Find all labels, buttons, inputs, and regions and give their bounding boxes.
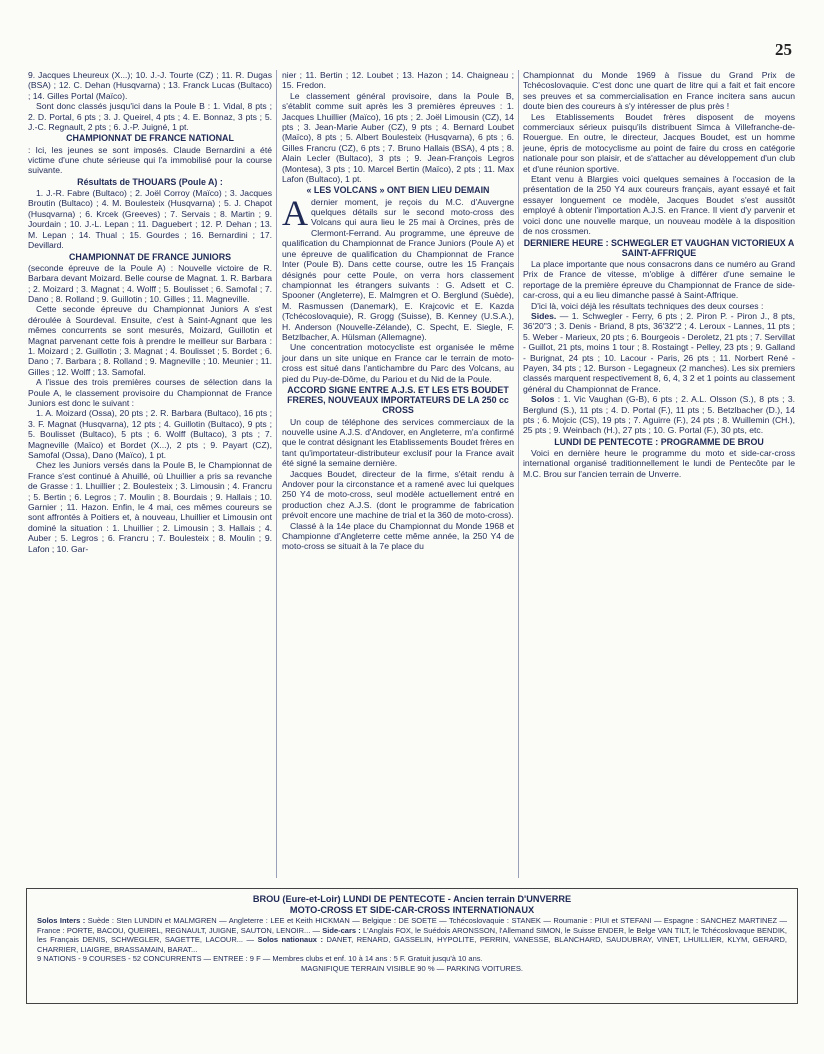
paragraph-text: : 1. Vic Vaughan (G-B), 6 pts ; 2. A.L. Olsson (S.), 8 pts ; 3. Berglund (S.), 11 pts ; 4. D. Portal (F.), 11 pts ; 5. Betzlbacher (D.), 14 pts ; 6. Mojcic (CS), 19 pts ; 7. Aguirre (F.), 24 pts ; 8. Wuillemin (CH.), 25 pts ; 9. Weinbach (H.), 27 pts ; 10. G. Portal (F.), 30 pts, etc. [523,394,795,436]
section-heading: ACCORD SIGNE ENTRE A.J.S. ET LES ETS BOUDET FRERES, NOUVEAUX IMPORTATEURS DE LA 250 cc CROSS [287,384,509,416]
paragraph: Classé à la 14e place du Championnat du Monde 1968 et Championne d'Angleterre cette même année, la 250 Y4 de moto-cross se situait à la 7e place du [282,520,514,552]
paragraph: Le classement général provisoire, dans la Poule B, s'établit comme suit après les 3 premières épreuves : 1. Jacques Lhuillier (Maïco), 16 pts ; 2. Joël Limousin (CZ), 14 pts ; 3. Jean-Marie Auber (CZ), 9 pts ; 4. Bernard Loubet (Maïco), 8 pts ; 5. Albert Boulesteix (Husqvarna), 6 pts ; 6. Gilles Francru (CZ), 6 pts ; 7. Bruno Hallais (BSA), 4 pts ; 8. Alain Lecler (Bultaco), 3 pts ; 9. Jean-François Legros (Montesa), 3 pts ; 10. Marcel Bertin (Maïco), 2 pts ; 11. Max Lafon (Bultaco), 1 pt. [282,90,514,185]
paragraph: Sont donc classés jusqu'ici dans la Poule B : 1. Vidal, 8 pts ; 2. D. Portal, 6 pts ; 3. J. Queirel, 4 pts ; 4. E. Bonnaz, 3 pts ; 5. J.-C. Regnault, 2 pts ; 6. J.-P. Juigné, 1 pt. [28,101,272,133]
ad-title: BROU (Eure-et-Loir) LUNDI DE PENTECOTE - Ancien terrain D'UNVERRE [252,894,572,904]
paragraph: Championnat du Monde 1969 à l'issue du Grand Prix de Tchécoslovaquie. C'est donc une quart de litre qui a fait et fait encore ses preuves et sa commercialisation en France incitera sans aucun doute bien des coureurs à s'y intéresser de plus près ! [523,70,795,112]
run-in-label: Sides. [531,310,557,321]
paragraph: 1. J.-R. Fabre (Bultaco) ; 2. Joël Corroy (Maïco) ; 3. Jacques Broutin (Bultaco) ; 4. M. Boulesteix (Husqvarna) ; 5. J. Chapot (Husqvarna) ; 6. Krcek (Greeves) ; 7. Servais ; 8. Martin ; 9. Jourdain ; 10. J.-L. Lepan ; 11. Daguebert ; 12. P. Dehan ; 13. M. Lepan ; 14. Thual ; 15. Gourdes ; 16. Bernardini ; 17. Devillard. [28,188,272,251]
ad-participants [37,916,787,954]
section-heading: LUNDI DE PENTECOTE : PROGRAMME DE BROU [554,436,764,447]
paragraph: Un coup de téléphone des services commerciaux de la nouvelle usine A.J.S. d'Andover, en Angleterre, m'a confirmé que le contrat désignant les Etablissements Boudet frères en tant qu'importateur-distributeur exclusif pour la France avait été signé la semaine dernière. [282,416,514,469]
ad-category-riders: Suède : Sten LUNDIN et MALMGREN — Angleterre : LEE et Keith HICKMAN — Belgique : DE SOETE — Tchécoslovaquie : STANEK — Roumanie : PIUI et STEFANI — Espagne : SANCHEZ MARTINEZ — France : PORTE, BACOU, QUEIREL, REGNAULT, JUIGNE, SAUTON, LENOIR... — [37,916,787,935]
paragraph: A l'issue des trois premières courses de sélection dans la Poule A, le classement provisoire du Championnat de France Juniors est donc le suivant : [28,377,272,408]
ad-subtitle: MOTO-CROSS ET SIDE-CAR-CROSS INTERNATIONAUX [289,905,535,915]
paragraph: (seconde épreuve de la Poule A) : Nouvelle victoire de R. Barbara devant Moizard. Belle course de Magnat. 1. R. Barbara ; 2. Moizard ; 3. Magnat ; 4. Wolff ; 5. Boulisset ; 6. Samofal ; 7. Dano ; 8. Rolland ; 9. Guillotin ; 10. Gilles ; 11. Magneville. [28,262,272,304]
section-heading: CHAMPIONNAT DE FRANCE JUNIORS [68,251,232,262]
paragraph: 1. A. Moizard (Ossa), 20 pts ; 2. R. Barbara (Bultaco), 16 pts ; 3. F. Magnat (Husqvarna), 12 pts ; 4. Guillotin (Bultaco), 9 pts ; 5. Boulisset (Bultaco), 5 pts ; 6. Wolff (Bultaco), 3 pts ; 7. Magneville (Maïco) et Bordet (X...), 2 pts ; 9. Payart (CZ), Samofal (Ossa), Dano (Maïco), 1 pt. [28,408,272,461]
paragraph: D'ici là, voici déjà les résultats techniques des deux courses : [531,300,764,311]
column-divider [276,70,277,878]
paragraph [282,192,514,343]
paragraph [523,394,795,436]
drop-cap: A [282,192,308,233]
column-divider [518,70,519,878]
ad-footer: MAGNIFIQUE TERRAIN VISIBLE 90 % — PARKING VOITURES. [300,963,524,973]
section-heading: Résultats de THOUARS (Poule A) : [77,176,223,187]
column-3 [523,70,795,479]
paragraph [523,311,795,394]
paragraph-text: — 1. Schwegler - Ferry, 6 pts ; 2. Piron P. - Piron J., 8 pts, 36'20"3 ; 3. Denis - Briand, 8 pts, 36'32"2 ; 4. Leroux - Lannes, 11 pts ; 5. Weber - Marieux, 20 pts ; 6. Bourgeois - Deroletz, 21 pts ; 7. Servillat - Guillot, 21 pts, moins 1 tour ; 8. Rostaingt - Pelley, 23 pts ; 9. Galland - Burignat, 24 pts ; 10. Lacour - Paris, 26 pts ; 11. Norbert René - Payen, 34 pts ; 12. Burson - Legagneux (2 manches). Les six premiers classés marquent respectivement 8, 6, 4, 3 2 et 1 points au classement général du Championnat de France. [523,310,795,394]
ad-category-riders: DANET, RENARD, GASSELIN, HYPOLITE, PERRIN, VANESSE, BLANCHARD, SAUDUBRAY, VINET, LHUILLIER, KLYM, GERARD, CHARRIER, LIAIGRE, BRASSAMAIN, BARAT... [37,935,787,954]
ad-category-label: Solos nationaux : [257,935,323,945]
section-heading: CHAMPIONNAT DE FRANCE NATIONAL [66,133,234,144]
paragraph: Une concentration motocycliste est organisée le même jour dans un site unique en France car le terrain de moto-cross est situé dans l'antichambre du Parc des Volcans, au pied du Puy-de-Dôme, du Pariou et du Nid de la Poule. [282,342,514,384]
ad-category-label: Solos Inters : [37,916,86,925]
paragraph: Les Etablissements Boudet frères disposent de moyens commerciaux sérieux puisqu'ils distribuent Simca à Villefranche-de-Rouergue. En outre, le directeur, Jacques Boudet, est un homme jeune, épris de motocyclisme au point de faire du cross en catégorie nationale pour son plaisir, et de s'attacher au développement d'un club et d'une réunion sportive. [523,111,795,174]
paragraph: nier ; 11. Bertin ; 12. Loubet ; 13. Hazon ; 14. Chaigneau ; 15. Fredon. [282,70,514,91]
paragraph: Voici en dernière heure le programme du moto et side-car-cross international organisé traditionnellement le lundi de Pentecôte par le M.C. Brou sur l'ancien terrain de Unverre. [523,448,795,479]
paragraph-text: dernier moment, je reçois du M.C. d'Auvergne quelques détails sur le second moto-cross des Volcans qui aura lieu le 25 mai à Orcines, près de Clermont-Ferrand. Au programme, une épreuve de qualification du Championnat de France Juniors (Poule A) et une épreuve de qualification du Championnat de France Inter (Poule B). Dans cette course, outre les 15 Français désignés pour cette Poule, on verra hors classement championnat les étrangers suivants : G. Adsett et C. Spooner (Angleterre), E. Malmgren et O. Berglund (Suède), M. Rasmussen (Danemark), E. Krajcovic et E. Kazda (Tchécoslovaquie), R. Grogg (Suisse), B. Kenney (U.S.A.), H. Anderson (Nouvelle-Zélande), C. Specht, E. Siegle, F. Betzlbacher, A. Hülsman (Allemagne). [282,196,514,342]
ad-entry-info: 9 NATIONS - 9 COURSES - 52 CONCURRENTS — ENTREE : 9 F — Membres clubs et enf. 10 à 14 ans : 5 F. Gratuit jusqu'à 10 ans. [37,954,483,964]
section-heading: « LES VOLCANS » ONT BIEN LIEU DEMAIN [306,185,490,196]
paragraph: Cette seconde épreuve du Championnat Juniors A s'est déroulée à Sourdeval. Ensuite, c'est à Saint-Agnant que les mêmes concurrents se sont mesurés, Moizard, Guillotin et Magnat parvenant cette fois à prendre le meilleur sur Barbara : 1. Moizard ; 2. Guillotin ; 3. Magnat ; 4. Boulisset ; 5. Bordet ; 6. Dano ; 7. Barbara ; 8. Rolland ; 9. Magneville ; 10. Meunier ; 11. Gilles ; 12. Wolff ; 13. Samofal. [28,304,272,377]
column-2 [282,70,514,552]
page-number: 25 [775,40,792,59]
section-heading: DERNIERE HEURE : SCHWEGLER ET VAUGHAN VICTORIEUX A SAINT-AFFRIQUE [523,237,795,258]
paragraph: Jacques Boudet, directeur de la firme, s'était rendu à Andover pour la circonstance et a ramené avec lui quelques 250 Y4 de moto-cross, seul modèle actuellement entré en production chez A.J.S. (dont le programme de fabrication prévoit encore une machine de trial et la 360 de moto-cross). [282,468,514,521]
column-1 [28,70,272,554]
run-in-label: Solos [531,394,555,405]
paragraph: Etant venu à Blargies voici quelques semaines à l'occasion de la présentation de la 250 Y4 aux coureurs français, ayant essayé et fait essayer longuement ce modèle, Jacques Boudet s'est aussitôt employé à obtenir l'importation A.J.S. en France. Il vient d'y parvenir et voici donc une nouvelle marque, un nouveau modèle à la disposition de nos crossmen. [523,174,795,237]
paragraph: Chez les Juniors versés dans la Poule B, le Championnat de France s'est continué à Ahuillé, où Lhuillier a pris sa revanche de Grasse : 1. Lhuillier ; 2. Boulesteix ; 3. Limousin ; 4. Francru ; 5. Bertin ; 6. Legros ; 7. Moulin ; 8. Bourdais ; 9. Hallais ; 10. Garnier ; 11. Hazon. Enfin, le 4 mai, ces mêmes coureurs se sont affrontés à Poitiers et, à nouveau, Lhuillier et Limousin ont dominé la situation : 1. Lhuillier ; 2. Limousin ; 3. Hallais ; 4. Auber ; 5. Legros ; 6. Francru ; 7. Boulesteix ; 8. Moulin ; 9. Lafon ; 10. Gar- [28,460,272,554]
event-advertisement-box [26,888,798,1004]
ad-category-label: Side-cars : [322,925,361,935]
paragraph: La place importante que nous consacrons dans ce numéro au Grand Prix de France de vitesse, m'oblige à différer d'une semaine le reportage de la première épreuve du Championnat de France de side-car-cross, qui a eu lieu dimanche passé à Saint-Affrique. [523,258,795,301]
ad-category-riders: L'Anglais FOX, le Suédois ARONSSON, l'Allemand SIMON, le Suisse ENDER, le Belge VAN TILT, le Tchécoslovaque BENDIK, les Français DENIS, SCHWEGLER, SAGETTE, LACOUR... — [37,925,787,945]
paragraph: : Ici, les jeunes se sont imposés. Claude Bernardini a été victime d'une chute sérieuse qui l'a immobilisé pour la course suivante. [28,144,272,176]
paragraph: 9. Jacques Lheureux (X...); 10. J.-J. Tourte (CZ) ; 11. R. Dugas (BSA) ; 12. C. Dehan (Husqvarna) ; 13. Franck Lucas (Bultaco) ; 14. Gilles Portal (Maïco). [28,70,272,101]
